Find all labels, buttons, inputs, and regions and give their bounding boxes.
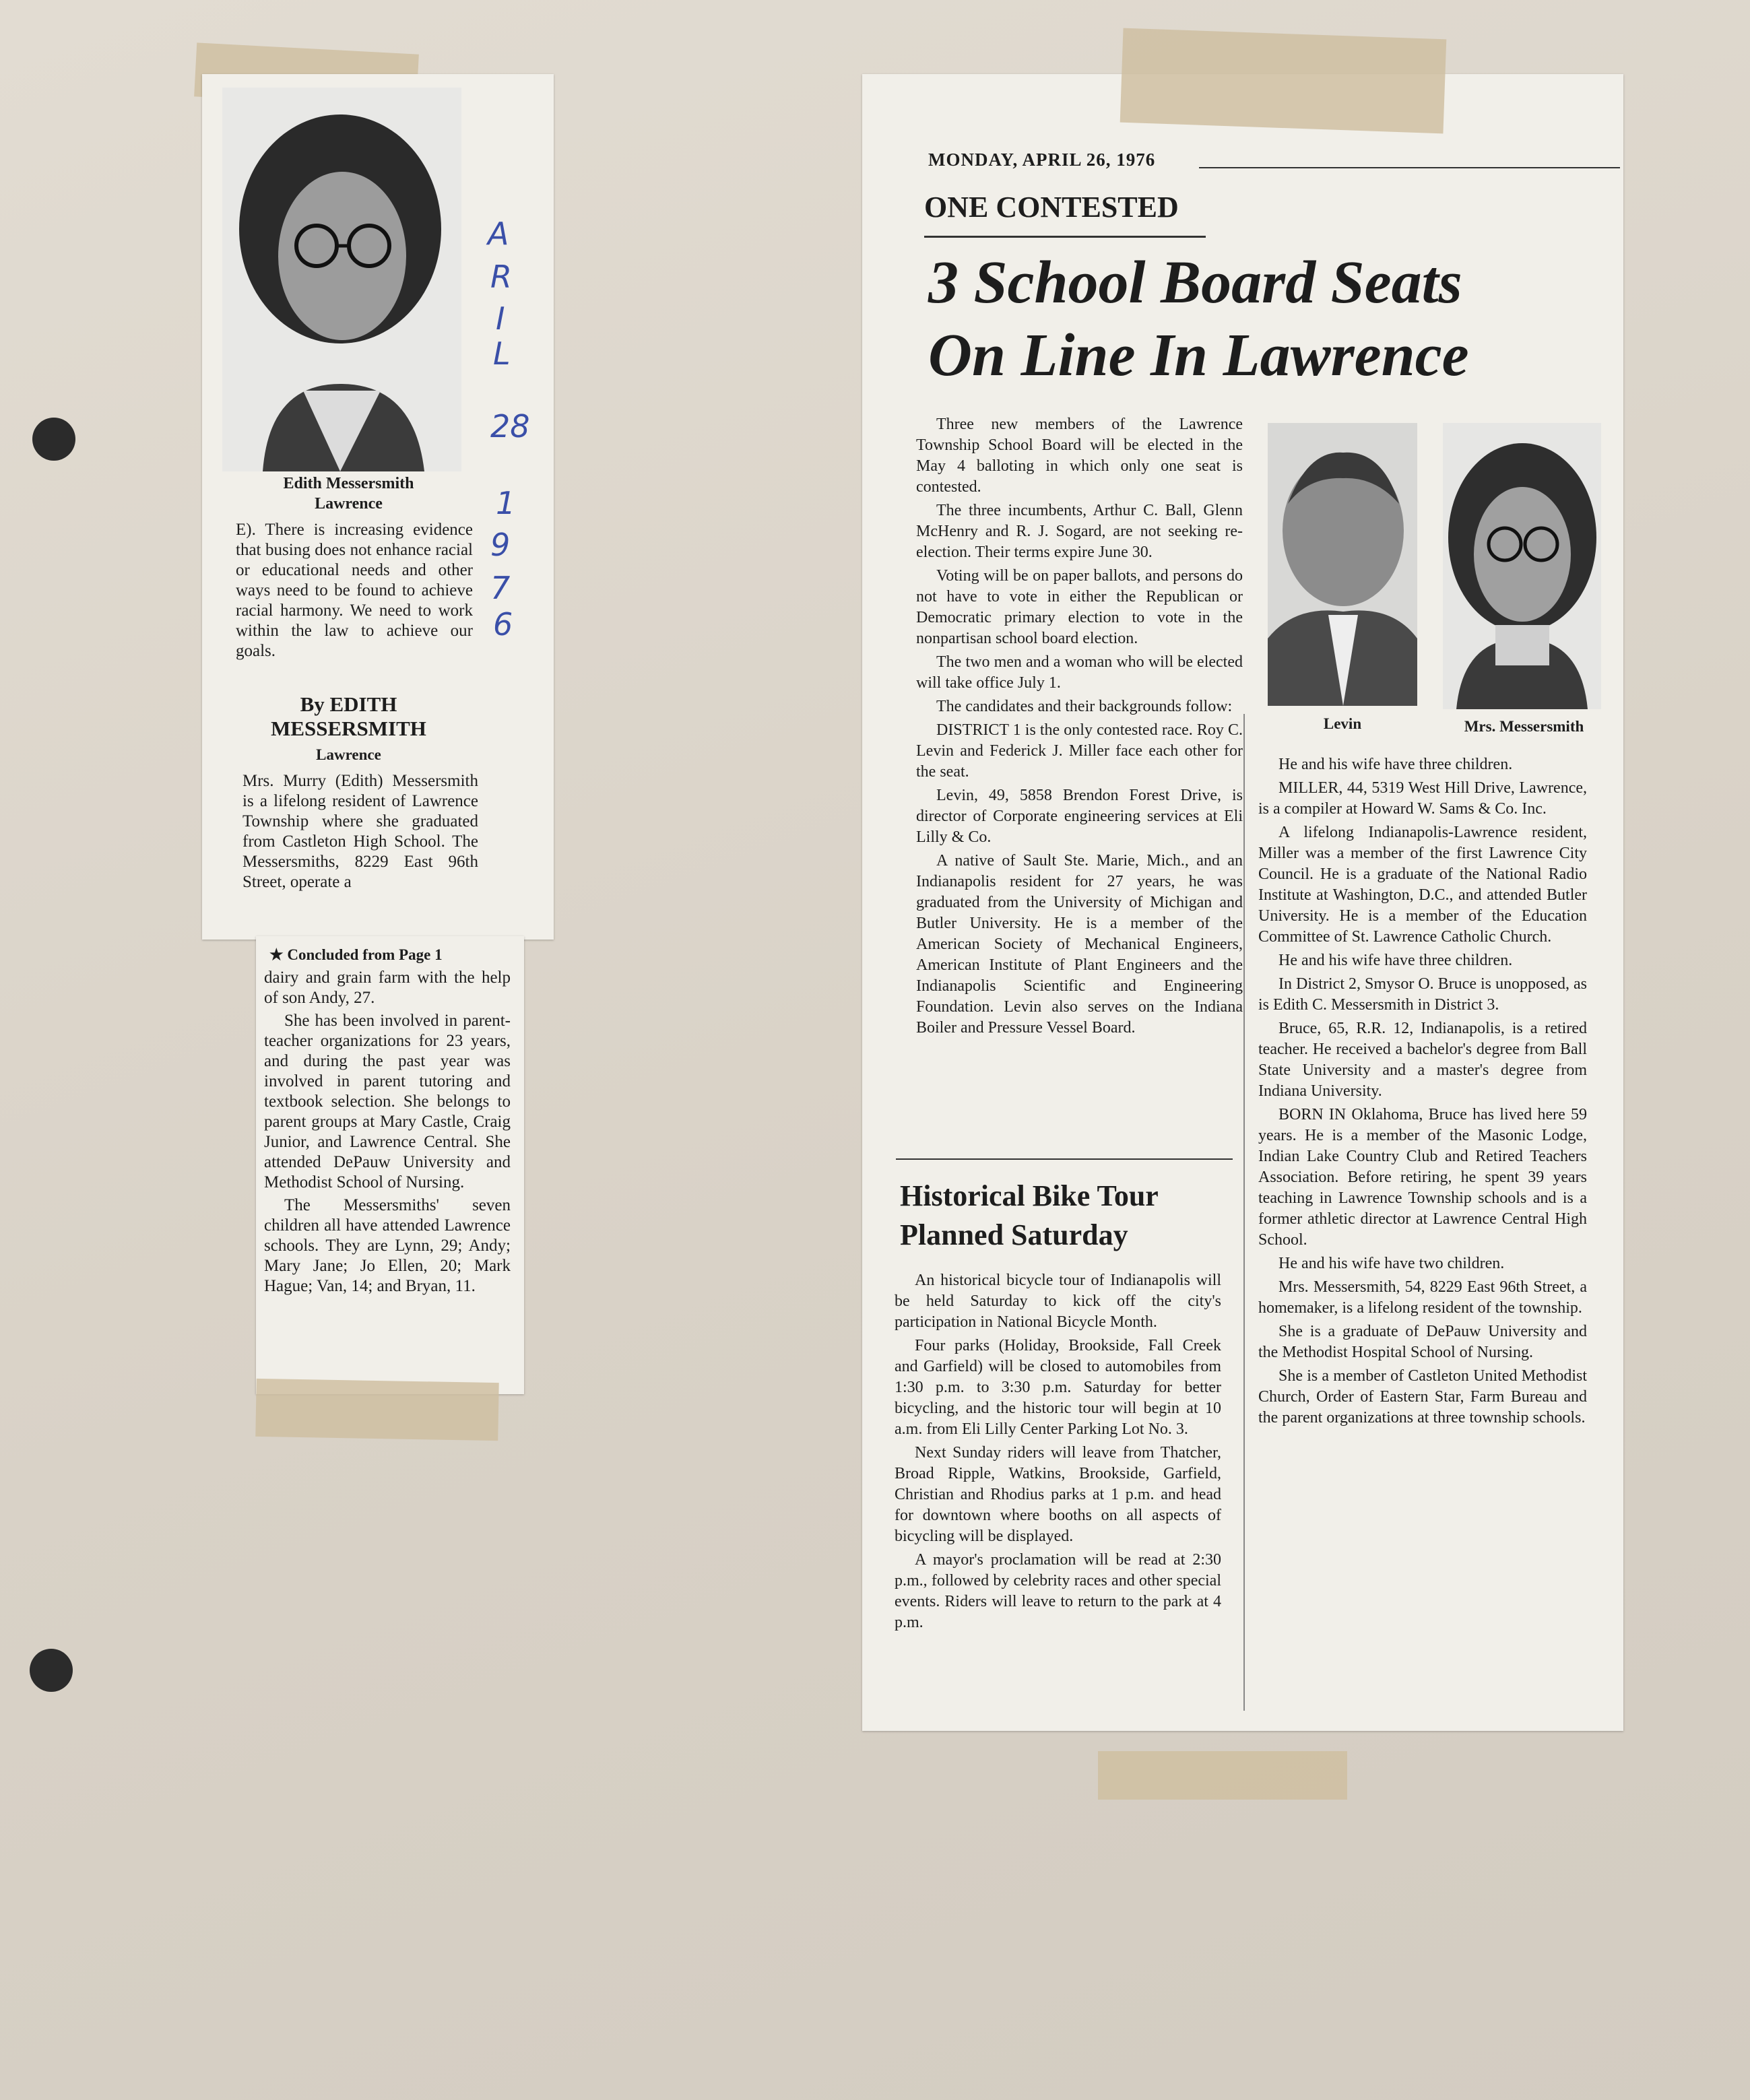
handwriting-year-7: 7 xyxy=(490,570,511,606)
headline-line-1: 3 School Board Seats xyxy=(928,249,1462,316)
article-col-1 xyxy=(916,414,1243,1041)
bike-para-4: A mayor's proclamation will be read at 2:30 p.m., followed by celebrity races and other special events. Riders will leave to return to the park at 4 p.m. xyxy=(895,1551,1221,1631)
col2-para-7: BORN IN Oklahoma, Bruce has lived here 59 years. He is a member of the Masonic Lodge, Indian Lake Country Club and Retired Teachers Association. Before retiring, he spent 39 years teaching in Lawrence Township schools and is a former athletic director at Lawrence Central High School. xyxy=(1258,1106,1587,1249)
col1-para-1: Three new members of the Lawrence Township School Board will be elected in the May 4 balloting in which only one seat is contested. xyxy=(916,416,1243,496)
kicker: ONE CONTESTED xyxy=(924,191,1179,224)
handwriting-day: 28 xyxy=(490,408,530,445)
levin-photo xyxy=(1268,423,1417,706)
tape-right-top xyxy=(1120,28,1447,134)
bike-para-1: An historical bicycle tour of Indianapolis will be held Saturday to kick off the city's participation in National Bicycle Month. xyxy=(895,1272,1221,1331)
col2-para-5: In District 2, Smysor O. Bruce is unopposed, as is Edith C. Messersmith in District 3. xyxy=(1258,975,1587,1014)
col1-para-4: The two men and a woman who will be elected will take office July 1. xyxy=(916,653,1243,692)
article-col-2 xyxy=(1258,754,1587,1431)
col2-para-10: She is a graduate of DePauw University and the Methodist Hospital School of Nursing. xyxy=(1258,1323,1587,1361)
left-quote-text: E). There is increasing evidence that busing does not enhance racial or educational needs and other ways need to be found to achieve racial harmony. We need to work within the law to achieve our goals. xyxy=(236,521,473,660)
tape-right-bottom xyxy=(1098,1751,1347,1800)
handwriting-year-1: 1 xyxy=(496,485,516,521)
col2-para-2: MILLER, 44, 5319 West Hill Drive, Lawrence, is a compiler at Howard W. Sams & Co. Inc. xyxy=(1258,779,1587,818)
left-photo-caption-place: Lawrence xyxy=(315,495,383,513)
left-byline-1: By EDITH xyxy=(300,692,397,716)
col2-para-4: He and his wife have three children. xyxy=(1278,952,1513,969)
col1-para-2: The three incumbents, Arthur C. Ball, Glenn McHenry and R. J. Sogard, are not seeking re-election. Their terms expire June 30. xyxy=(916,502,1243,561)
edith-messersmith-photo xyxy=(222,88,461,471)
col1-para-5: The candidates and their backgrounds follow: xyxy=(936,698,1233,715)
left-byline-place: Lawrence xyxy=(316,746,381,763)
binder-hole-bottom xyxy=(30,1649,73,1692)
kicker-underline xyxy=(924,236,1206,238)
handwriting-letter-r: R xyxy=(490,259,512,295)
bike-story-body xyxy=(895,1270,1221,1636)
col1-para-6: DISTRICT 1 is the only contested race. Roy C. Levin and Federick J. Miller face each other for the seat. xyxy=(916,721,1243,781)
col1-para-3: Voting will be on paper ballots, and persons do not have to vote in either the Republican or Democratic primary election to vote in the nonpartisan school board election. xyxy=(916,567,1243,647)
col2-para-3: A lifelong Indianapolis-Lawrence resident, Miller was a member of the first Lawrence City Council. He is a graduate of the National Radio Institute at Washington, D.C., and attended Butler University. He is a member of the Education Committee of St. Lawrence Catholic Church. xyxy=(1258,824,1587,946)
bike-para-3: Next Sunday riders will leave from Thatcher, Broad Ripple, Watkins, Brookside, Garfield, Christian and Rhodius parks at 1 p.m. and head for downtown where booths on all aspects of bicycling will be displayed. xyxy=(895,1444,1221,1545)
col2-para-8: He and his wife have two children. xyxy=(1278,1255,1505,1272)
col2-para-9: Mrs. Messersmith, 54, 8229 East 96th Street, a homemaker, is a lifelong resident of the township. xyxy=(1258,1278,1587,1317)
dateline: MONDAY, APRIL 26, 1976 xyxy=(928,150,1156,170)
column-rule xyxy=(1243,714,1245,1711)
bike-headline-1: Historical Bike Tour xyxy=(900,1179,1159,1212)
left-photo-caption-name: Edith Messersmith xyxy=(283,475,414,492)
binder-hole-top xyxy=(32,418,75,461)
handwriting-year-9: 9 xyxy=(490,527,511,563)
handwriting-letter-i: I xyxy=(496,300,505,337)
handwriting-letter-a: A xyxy=(488,216,509,252)
col2-para-1: He and his wife have three children. xyxy=(1278,756,1513,773)
left-body-text: Mrs. Murry (Edith) Messersmith is a lifelong resident of Lawrence Township where she graduated from Castleton High School. The Messersmiths, 8229 East 96th Street, operate a xyxy=(242,772,478,891)
headline-line-2: On Line In Lawrence xyxy=(928,322,1469,389)
left-continued-para-2: She has been involved in parent-teacher organizations for 23 years, and during the past year was involved in parent tutoring and textbook selection. She belongs to parent groups at Mary Castle, Craig Junior, and Lawrence Central. She attended DePauw University and Methodist School of Nursing. xyxy=(264,1012,511,1191)
mrs-messersmith-photo xyxy=(1443,423,1601,709)
col1-para-7: Levin, 49, 5858 Brendon Forest Drive, is director of Corporate engineering services at Eli Lilly & Co. xyxy=(916,787,1243,846)
bike-headline-2: Planned Saturday xyxy=(900,1218,1128,1251)
col2-para-11: She is a member of Castleton United Methodist Church, Order of Eastern Star, Farm Bureau and the parent organizations at three township schools. xyxy=(1258,1367,1587,1426)
left-continued-label: ★ Concluded from Page 1 xyxy=(269,946,443,963)
tape-left-bottom xyxy=(255,1379,498,1441)
levin-caption: Levin xyxy=(1323,715,1362,732)
left-byline-2: MESSERSMITH xyxy=(271,717,426,740)
handwriting-letter-l: L xyxy=(493,335,511,372)
dateline-rule xyxy=(1199,167,1620,168)
left-continued-para-1: dairy and grain farm with the help of son Andy, 27. xyxy=(264,969,511,1007)
bike-story-divider xyxy=(896,1158,1233,1160)
mrs-messersmith-caption: Mrs. Messersmith xyxy=(1464,718,1584,735)
handwriting-year-6: 6 xyxy=(493,606,513,643)
col1-para-8: A native of Sault Ste. Marie, Mich., and an Indianapolis resident for 27 years, he was graduated from the University of Michigan and Butler University. He is a member of the American Society of Mechanical Engineers, American Institute of Plant Engineers and the Indianapolis Scientific and Engineering Foundation. Levin also serves on the Indiana Boiler and Pressure Vessel Board. xyxy=(916,852,1243,1037)
col2-para-6: Bruce, 65, R.R. 12, Indianapolis, is a retired teacher. He received a bachelor's degree from Ball State University and a master's degree from Indiana University. xyxy=(1258,1020,1587,1100)
bike-para-2: Four parks (Holiday, Brookside, Fall Creek and Garfield) will be closed to automobiles from 1:30 p.m. to 3:30 p.m. Saturday for better bicycling, and the historic tour will begin at 10 a.m. from Eli Lilly Center Parking Lot No. 3. xyxy=(895,1337,1221,1438)
left-continued-para-3: The Messersmiths' seven children all have attended Lawrence schools. They are Lynn, 29; Andy; Mary Jane; Jo Ellen, 20; Mark Hague; Van, 14; and Bryan, 11. xyxy=(264,1196,511,1295)
left-continued-text xyxy=(264,968,511,1299)
